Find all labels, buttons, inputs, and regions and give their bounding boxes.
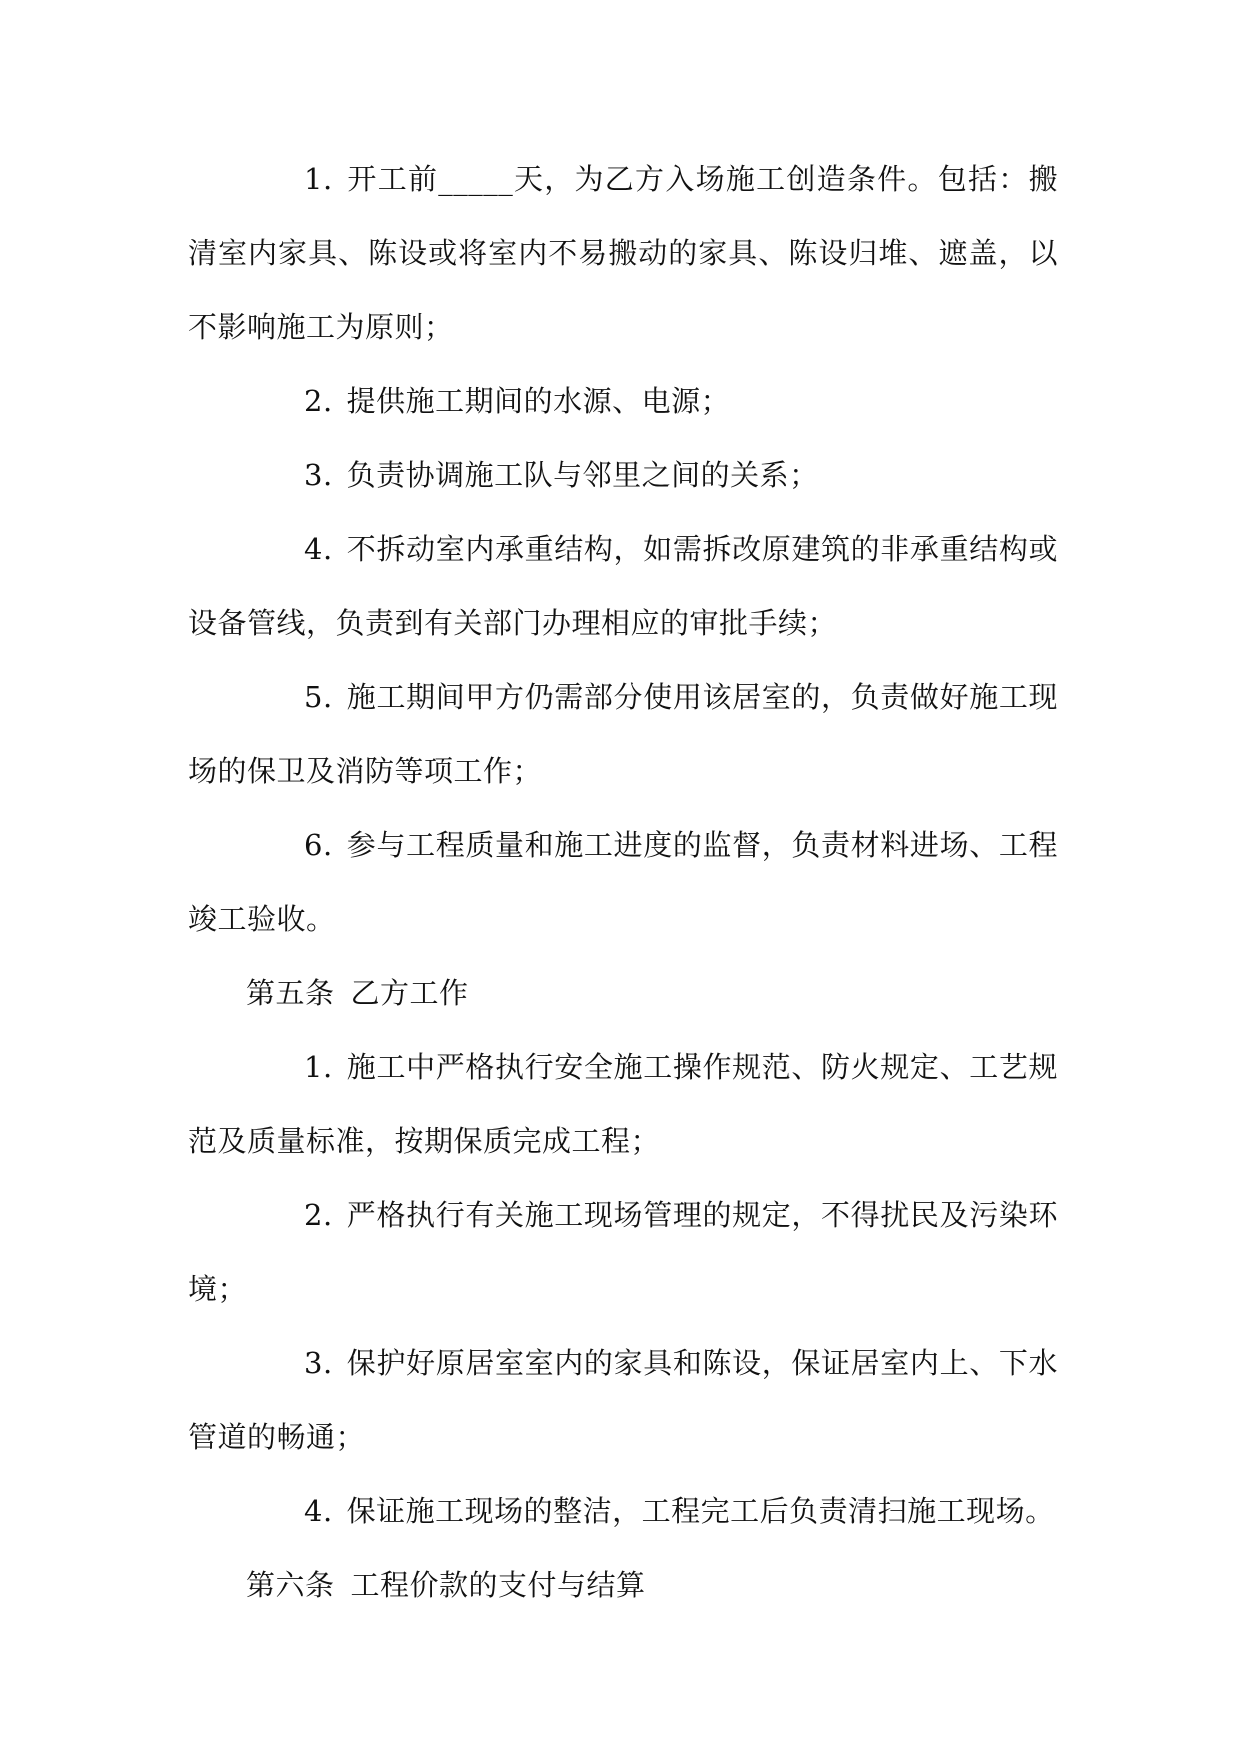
section-title: 乙方工作 (350, 976, 469, 1010)
clause-text: 保证施工现场的整洁，工程完工后负责清扫施工现场。 (346, 1494, 1055, 1528)
clause-number: 4. (304, 1494, 333, 1528)
clause-paragraph (188, 808, 1058, 956)
clause-text: 负责协调施工队与邻里之间的关系； (346, 458, 819, 492)
section-title: 工程价款的支付与结算 (350, 1568, 646, 1602)
clause-text: 保护好原居室室内的家具和陈设，保证居室内上、下水管道的畅通； (188, 1346, 1058, 1454)
clause-number: 1. (304, 1050, 333, 1084)
clause-text: 施工期间甲方仍需部分使用该居室的，负责做好施工现场的保卫及消防等项工作； (188, 680, 1058, 788)
clause-number: 3. (304, 458, 333, 492)
clause-text: 提供施工期间的水源、电源； (346, 384, 731, 418)
clause-paragraph (188, 1326, 1058, 1474)
clause-text: 严格执行有关施工现场管理的规定，不得扰民及污染环境； (188, 1198, 1058, 1306)
clause-number: 4. (304, 532, 333, 566)
clause-paragraph (188, 1474, 1058, 1548)
clause-paragraph (188, 364, 1058, 438)
section-label: 第六条 (246, 1568, 335, 1602)
clause-number: 2. (304, 384, 333, 418)
clause-paragraph (188, 142, 1058, 364)
section-label: 第五条 (246, 976, 335, 1010)
clause-paragraph (188, 1030, 1058, 1178)
clause-paragraph (188, 438, 1058, 512)
clause-number: 6. (304, 828, 333, 862)
clause-number: 1. (304, 162, 333, 196)
clause-text: 参与工程质量和施工进度的监督，负责材料进场、工程竣工验收。 (188, 828, 1058, 936)
clause-paragraph (188, 512, 1058, 660)
section-heading-5 (188, 956, 1058, 1030)
clause-text: 施工中严格执行安全施工操作规范、防火规定、工艺规范及质量标准，按期保质完成工程； (188, 1050, 1058, 1158)
clause-paragraph (188, 1178, 1058, 1326)
clause-text: 开工前_____天，为乙方入场施工创造条件。包括：搬清室内家具、陈设或将室内不易搬动的家具、陈设归堆、遮盖，以不影响施工为原则； (188, 162, 1058, 344)
clause-number: 3. (304, 1346, 333, 1380)
clause-number: 2. (304, 1198, 333, 1232)
clause-paragraph (188, 660, 1058, 808)
clause-number: 5. (304, 680, 333, 714)
clause-text: 不拆动室内承重结构，如需拆改原建筑的非承重结构或设备管线，负责到有关部门办理相应的审批手续； (188, 532, 1058, 640)
section-heading-6 (188, 1548, 1058, 1622)
document-body (188, 142, 1058, 1622)
